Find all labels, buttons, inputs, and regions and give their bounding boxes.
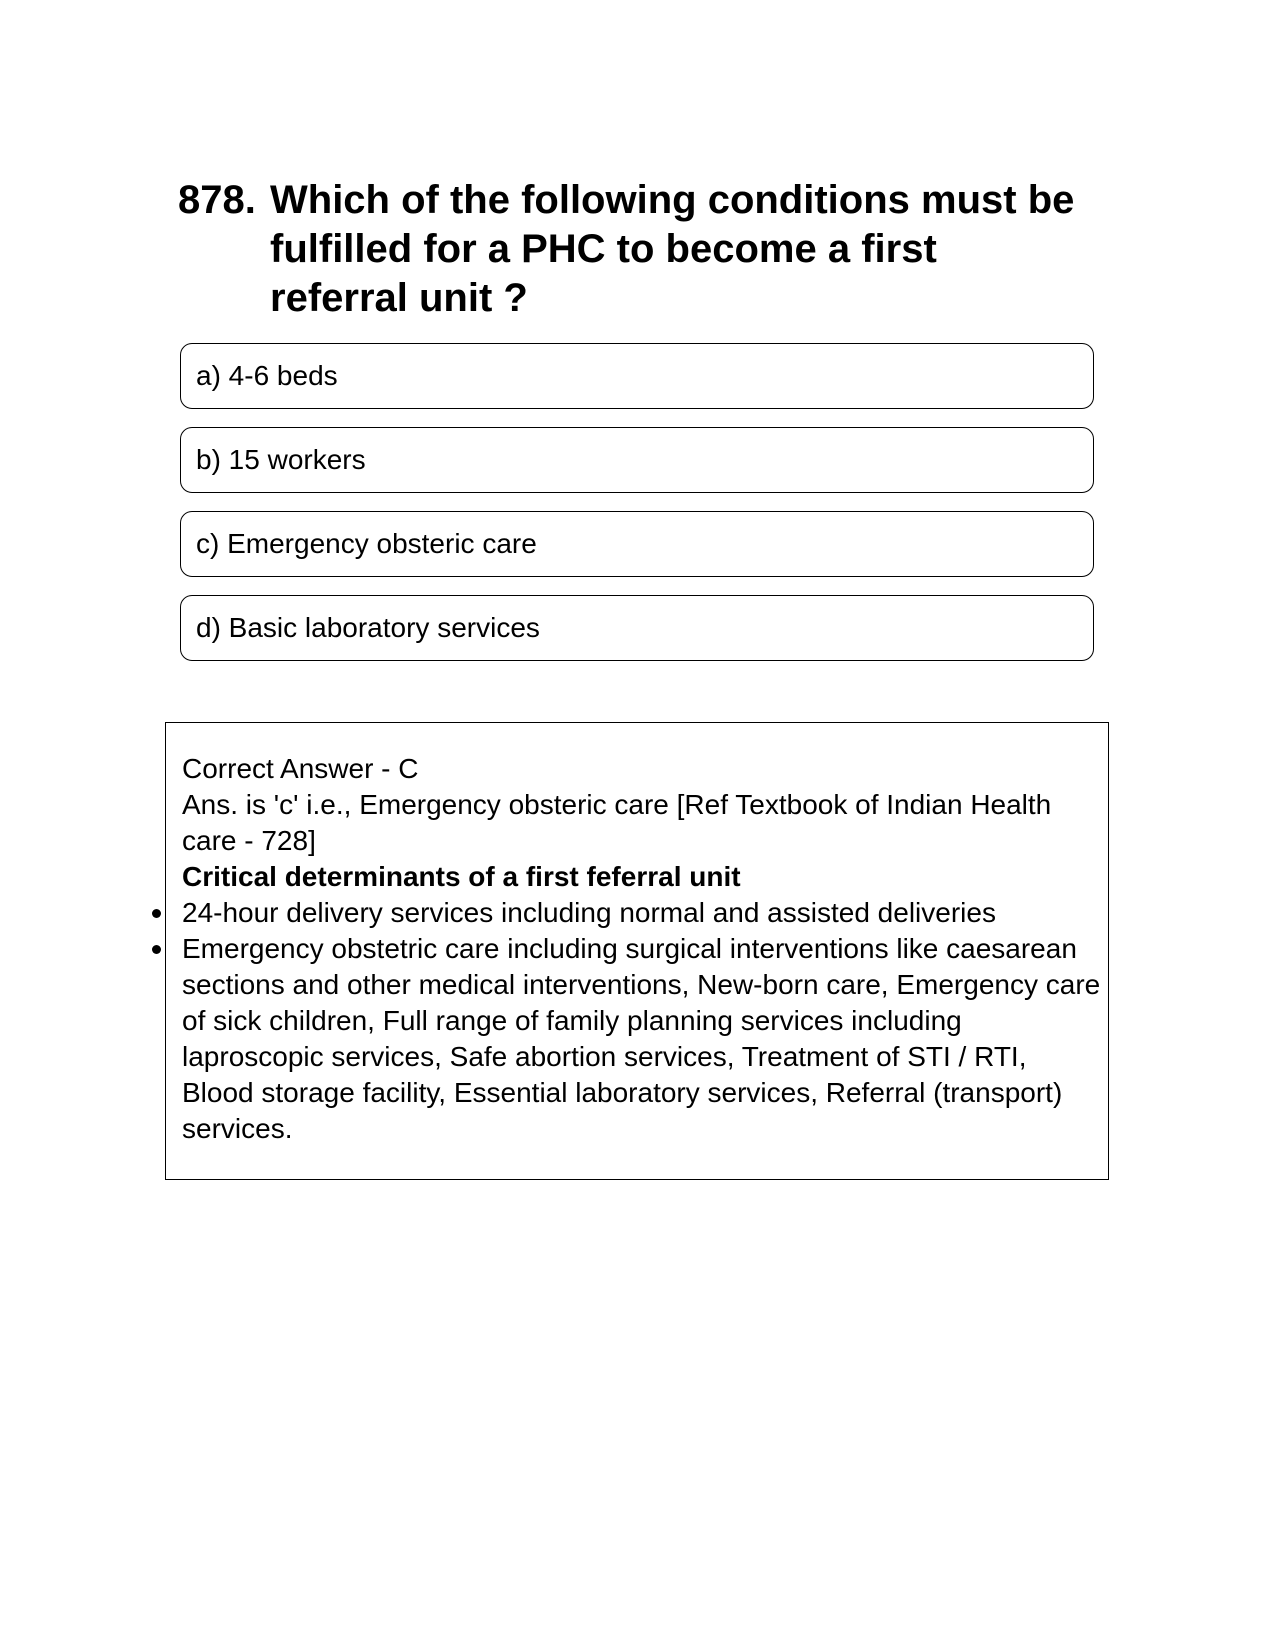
answer-box — [165, 722, 1109, 1180]
bullet-text: Emergency obstetric care including surgical interventions like caesarean sections and other medical interventions, New-born care, Emergency care of sick children, Full range of family planning services including laproscopic services, Safe abortion services, Treatment of STI / RTI, Blood storage facility, Essential laboratory services, Referral (transport) services. — [182, 933, 1101, 1144]
question-text: Which of the following conditions must be fulfilled for a PHC to become a first referral unit ? — [270, 178, 1075, 320]
question — [178, 176, 1078, 323]
question-number: 878. — [178, 178, 256, 222]
option-b[interactable]: b) 15 workers — [180, 427, 1094, 493]
answer-heading: Critical determinants of a first feferral unit — [182, 861, 741, 892]
option-a[interactable]: a) 4-6 beds — [180, 343, 1094, 409]
option-c[interactable]: c) Emergency obsteric care — [180, 511, 1094, 577]
bullet-text: 24-hour delivery services including normal and assisted deliveries — [182, 897, 996, 928]
option-d[interactable]: d) Basic laboratory services — [180, 595, 1094, 661]
correct-answer: Correct Answer - C — [182, 753, 419, 784]
list-item — [182, 931, 1102, 1147]
list-item — [182, 895, 1102, 931]
answer-explanation: Ans. is 'c' i.e., Emergency obsteric care [Ref Textbook of Indian Health care - 728] — [182, 789, 1052, 856]
bullet-icon — [152, 945, 161, 954]
answer-content — [182, 751, 1102, 1147]
bullet-icon — [152, 909, 161, 918]
